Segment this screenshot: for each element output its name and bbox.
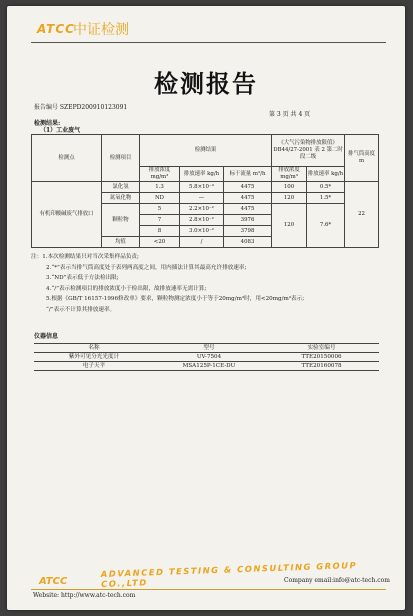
std-rate-cell: 7.6* [307,204,345,248]
section-results: 检测结果: [34,120,61,127]
header-flow: 标干流量 m³/h [224,167,272,182]
header-point: 检测点 [32,135,102,182]
rate-cell: — [180,193,224,204]
item-cell: 氮氧化物 [102,193,140,204]
header-item: 检测项目 [102,135,140,182]
flow-cell: 4475 [224,204,272,215]
conc-cell: 1.3 [140,182,180,193]
item-cell: 均值 [102,237,140,248]
std-conc-cell: 120 [272,193,307,204]
item-cell: 颗粒物 [102,204,140,237]
flow-cell: 3798 [224,226,272,237]
std-conc-cell: 100 [272,182,307,193]
std-rate-cell: 0.5* [307,182,345,193]
header-result: 检测结果 [140,135,272,167]
section-industrial-gas: （1）工业废气 [40,127,81,134]
instrument-name: 电子天平 [34,362,154,371]
stack-height: 22 [345,182,379,248]
rate-cell: / [180,237,224,248]
conc-cell: ND [140,193,180,204]
note-line: “/”表示不计算其排放速率。 [46,306,116,313]
flow-cell: 4475 [224,182,272,193]
note-line: 4.“/”表示检测项目的排放浓度小于检出限，故排放速率无需计算; [46,285,207,292]
header-conc: 排放浓度 mg/m³ [140,167,180,182]
rate-cell: 2.8×10⁻² [180,215,224,226]
notes-block [31,252,381,315]
header-divider [31,42,386,43]
item-cell: 氯化氢 [102,182,140,193]
page-title: 检测报告 [154,69,258,98]
instrument-id: TTE20150006 [264,353,379,362]
footer-logo: ATCC [39,576,68,587]
flow-cell: 4083 [224,237,272,248]
table-header-row [34,344,379,353]
instrument-model: UV-7504 [154,353,264,362]
col-header: 型号 [154,344,264,353]
std-conc-cell: 120 [272,204,307,248]
conc-cell: 7 [140,215,180,226]
note-line: 注：1.本次检测结果只对当次采集样品负责; [31,254,139,260]
header-std-conc: 排放浓度 mg/m³ [272,167,307,182]
report-page [7,6,405,610]
note-line: 2.“*”表示当排气筒高度处于表列两高度之间，用内插法计算其最高允许排放速率; [46,264,247,271]
company-logo: ATCC [37,22,75,36]
instrument-name: 紫外可见分光光度计 [34,353,154,362]
header-std-rate: 排放速率 kg/h [307,167,345,182]
instrument-table [34,343,379,371]
rate-cell: 3.0×10⁻² [180,226,224,237]
conc-cell: <20 [140,237,180,248]
header-standard: 《大气污染物排放限值》DB44/27-2001 表 2 第二时段二级 [272,135,345,167]
table-row [32,182,379,193]
instrument-title: 仪器信息 [34,333,59,340]
instrument-id: TTE20160078 [264,362,379,371]
flow-cell: 3976 [224,215,272,226]
results-table [31,134,379,248]
std-rate-cell: 1.5* [307,193,345,204]
table-row [34,362,379,371]
conc-cell: 8 [140,226,180,237]
footer-company: ADVANCED TESTING & CONSULTING GROUP CO.,LTD [100,560,358,589]
conc-cell: 5 [140,204,180,215]
col-header: 实验室编号 [264,344,379,353]
footer-divider [31,589,386,590]
instrument-model: MSA125P-1CE-DU [154,362,264,371]
sampling-point: 有机印酸碱废气排放口 [32,182,102,248]
note-line: 5.根据《GB/T 16157-1996修改单》要求，颗粒物测定浓度小于等于20mg/m³时，用<20mg/m³表示; [46,296,305,302]
footer-email: Company email:info@atc-tech.com [284,577,390,584]
header-height: 排气筒高度 m [345,135,379,182]
report-number: 报告编号 SZEPD200910123091 [34,104,128,111]
header-rate: 排放速率 kg/h [180,167,224,182]
footer-website: Website: http://www.atc-tech.com [33,592,136,599]
table-row [34,353,379,362]
rate-cell: 5.8×10⁻³ [180,182,224,193]
flow-cell: 4475 [224,193,272,204]
note-line: 3.“ND”表示低于方法检出限; [46,275,119,281]
rate-cell: 2.2×10⁻² [180,204,224,215]
col-header: 名称 [34,344,154,353]
page-info: 第 3 页 共 4 页 [269,111,311,118]
company-logo-cn: 中证检测 [73,22,129,38]
